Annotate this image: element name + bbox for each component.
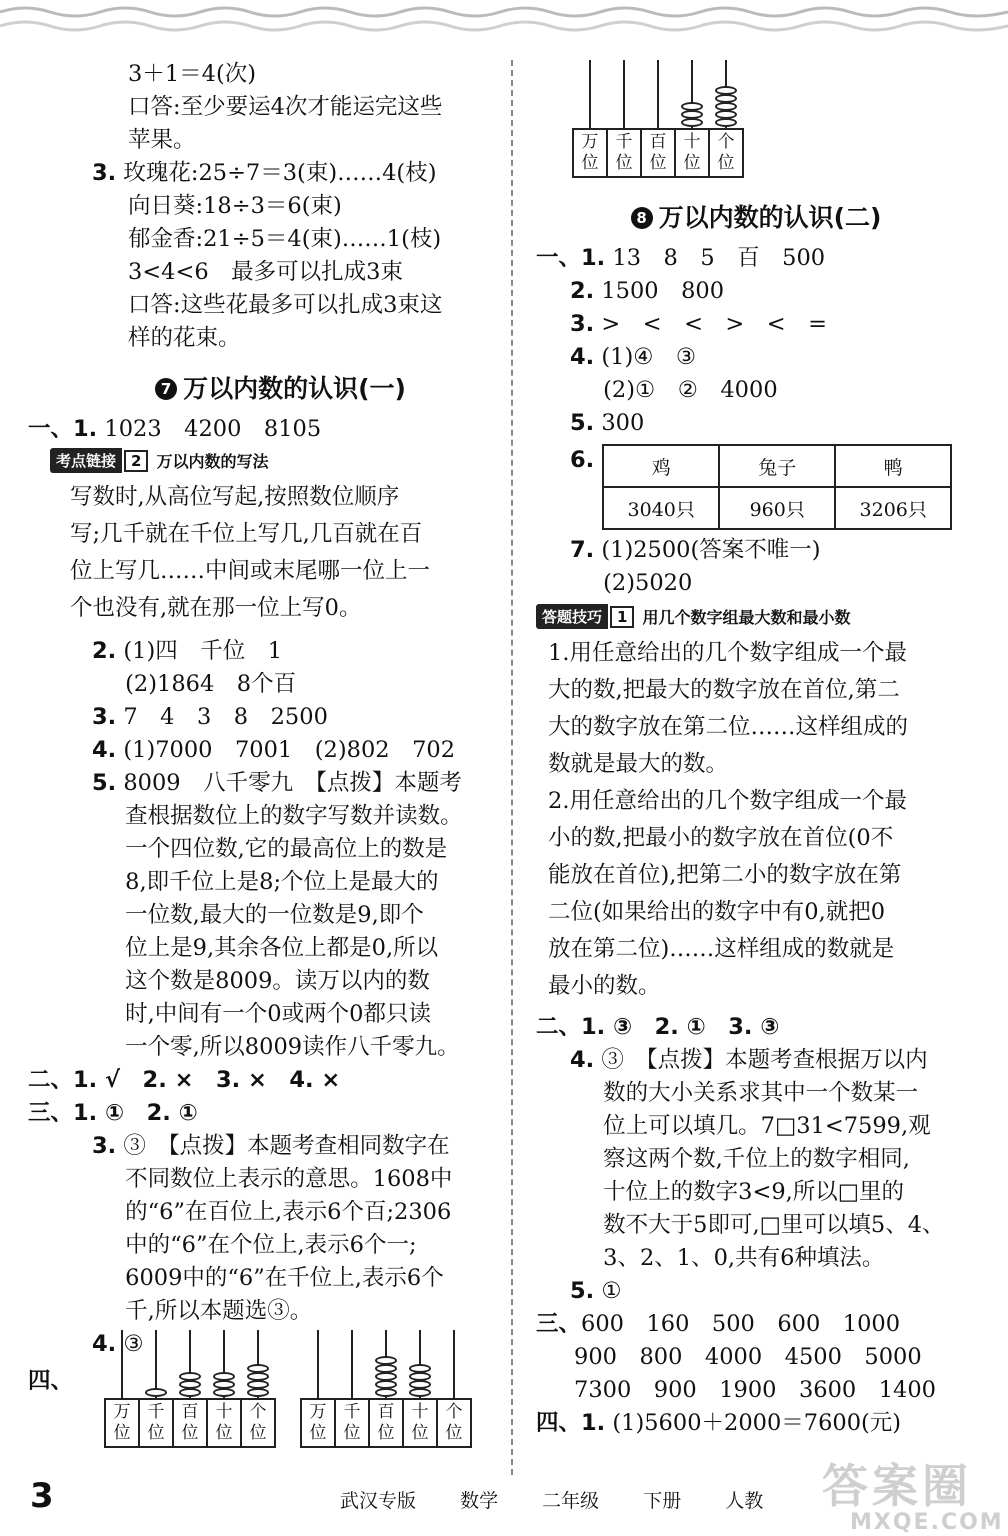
answer-line bbox=[536, 1209, 976, 1242]
watermark-logo bbox=[822, 1459, 1004, 1535]
place-label-top: 千 bbox=[343, 1402, 361, 1422]
tip-box-header bbox=[536, 604, 976, 629]
section-number-badge: 8 bbox=[631, 207, 653, 229]
answer-text: (2)5020 bbox=[603, 570, 693, 596]
answer-line bbox=[536, 407, 976, 440]
section-number-badge: 7 bbox=[155, 378, 177, 400]
answer-line bbox=[58, 701, 503, 734]
answer-text: 300 bbox=[601, 410, 645, 436]
place-label-top: 万 bbox=[309, 1402, 327, 1422]
answer-text: ① bbox=[601, 1278, 622, 1304]
place-label-top: 千 bbox=[147, 1402, 165, 1422]
place-value-label bbox=[174, 1400, 208, 1446]
place-label-bottom: 位 bbox=[113, 1423, 131, 1443]
place-value-labels bbox=[300, 1398, 472, 1448]
abacus-rod bbox=[657, 60, 659, 128]
question-number: 5. bbox=[570, 1278, 595, 1304]
tip-title: 万以内数的写法 bbox=[156, 452, 269, 471]
question-number: 5. bbox=[92, 770, 117, 796]
answer-text: 时,中间有一个0或两个0都只读 bbox=[125, 1001, 431, 1027]
answer-line: 向日葵:18÷3＝6(束) bbox=[128, 193, 342, 219]
place-label-bottom: 位 bbox=[649, 153, 667, 173]
abacus-bead bbox=[409, 1380, 431, 1389]
answer-line bbox=[58, 965, 503, 998]
animal-count-table bbox=[602, 444, 952, 530]
part2-question-4 bbox=[536, 1044, 976, 1275]
answer-text: 一个零,所以8009读作八千零九。 bbox=[125, 1034, 460, 1060]
answer-text: 这个数是8009。读万以内的数 bbox=[125, 968, 430, 994]
answer-line bbox=[58, 800, 503, 833]
place-value-label bbox=[370, 1400, 404, 1446]
question-number: 2. bbox=[92, 638, 117, 664]
question-number: 7. bbox=[570, 537, 595, 563]
answer-line bbox=[58, 1262, 503, 1295]
place-label-top: 万 bbox=[581, 132, 599, 152]
abacus-bead bbox=[715, 110, 737, 119]
tip-number: 1 bbox=[610, 606, 634, 628]
answer-text: 位上可以填几。7□31<7599,观 bbox=[603, 1113, 931, 1139]
tip-paragraph bbox=[58, 479, 503, 627]
answer-line bbox=[536, 1110, 976, 1143]
answer-line bbox=[58, 833, 503, 866]
place-label-top: 百 bbox=[181, 1402, 199, 1422]
place-value-label bbox=[336, 1400, 370, 1446]
abacus-bead bbox=[375, 1388, 397, 1397]
answer-text: 1. ③ 2. ① 3. ③ bbox=[581, 1014, 780, 1040]
tip-tag: 考点链接 bbox=[50, 448, 122, 473]
abacus-bead bbox=[179, 1380, 201, 1389]
abacus-rod bbox=[121, 1330, 123, 1398]
tip-title: 用几个数字组最大数和最小数 bbox=[642, 608, 851, 627]
answer-line bbox=[536, 1308, 976, 1341]
place-value-labels bbox=[572, 128, 744, 178]
place-value-label bbox=[140, 1400, 174, 1446]
tip-line: 1.用任意给出的几个数字组成一个最 bbox=[548, 640, 907, 666]
abacus-bead bbox=[375, 1372, 397, 1381]
table-header-chicken: 鸡 bbox=[603, 445, 719, 487]
place-label-bottom: 位 bbox=[683, 153, 701, 173]
abacus-rods bbox=[104, 1330, 276, 1398]
question-6 bbox=[536, 444, 976, 530]
question-number: 3. bbox=[92, 160, 117, 186]
place-label-bottom: 位 bbox=[147, 1423, 165, 1443]
part-prefix: 四、 bbox=[536, 1410, 582, 1436]
answer-text: 8,即千位上是8;个位上是最大的 bbox=[125, 869, 439, 895]
answer-text: (1)2500(答案不唯一) bbox=[601, 537, 821, 563]
part-prefix: 二、 bbox=[28, 1067, 74, 1093]
answer-text: 玫瑰花:25÷7＝3(束)……4(枝) bbox=[123, 160, 437, 186]
tip-line: 大的数,把最大的数字放在首位,第二 bbox=[548, 677, 900, 703]
answer-text: 十位上的数字3<9,所以□里的 bbox=[603, 1179, 905, 1205]
place-value-label bbox=[574, 130, 608, 176]
abacus-bead bbox=[179, 1388, 201, 1397]
place-value-label bbox=[608, 130, 642, 176]
answer-line: 3＋1＝4(次) bbox=[128, 61, 257, 87]
tip-line: 能放在首位),把第二小的数字放在第 bbox=[548, 862, 902, 888]
answer-text: ③ 【点拨】本题考查相同数字在 bbox=[123, 1133, 450, 1159]
abacus-bead bbox=[715, 86, 737, 95]
place-value-label bbox=[106, 1400, 140, 1446]
tip-line: 个也没有,就在那一位上写0。 bbox=[70, 595, 362, 621]
answer-text: 13 8 5 百 500 bbox=[612, 245, 826, 271]
question-number: 4. bbox=[570, 1047, 595, 1073]
place-label-bottom: 位 bbox=[249, 1423, 267, 1443]
place-value-labels bbox=[104, 1398, 276, 1448]
footer-info bbox=[340, 1486, 785, 1513]
abacus-bead bbox=[409, 1364, 431, 1373]
answer-text: 1. ① 2. ① bbox=[73, 1100, 198, 1126]
tip-line: 位上写几……中间或末尾哪一位上一 bbox=[70, 558, 431, 584]
abacus-rod bbox=[589, 60, 591, 128]
question-number: 4. bbox=[92, 1331, 117, 1357]
abacus-rod bbox=[351, 1330, 353, 1398]
tip-tag: 答题技巧 bbox=[536, 604, 608, 629]
part-prefix: 三、 bbox=[536, 1311, 582, 1337]
abacus-bead bbox=[681, 118, 703, 127]
tip-line: 二位(如果给出的数字中有0,就把0 bbox=[548, 899, 886, 925]
abacus-rod bbox=[317, 1330, 319, 1398]
abacus-bead bbox=[247, 1364, 269, 1373]
answer-text: 千,所以本题选③。 bbox=[125, 1298, 313, 1324]
part-2-answers bbox=[536, 1011, 976, 1044]
answer-line: 样的花束。 bbox=[128, 325, 241, 351]
answer-text: 900 800 4000 4500 5000 bbox=[574, 1344, 922, 1370]
page-number: 3 bbox=[30, 1476, 54, 1516]
question-number: 1. bbox=[581, 1410, 606, 1436]
place-label-bottom: 位 bbox=[411, 1423, 429, 1443]
answer-text: 600 160 500 600 1000 bbox=[581, 1311, 901, 1337]
abacus-bead bbox=[213, 1372, 235, 1381]
abacus-top bbox=[572, 60, 744, 178]
question-number: 1. bbox=[73, 416, 98, 442]
answer-text: 6009中的“6”在千位上,表示6个 bbox=[125, 1265, 444, 1291]
answer-text: > < < > < = bbox=[601, 311, 827, 337]
answer-line: 苹果。 bbox=[128, 127, 196, 153]
part2-question-5 bbox=[536, 1275, 976, 1308]
part-3-answers bbox=[536, 1308, 976, 1407]
answer-line bbox=[58, 668, 503, 701]
place-label-bottom: 位 bbox=[343, 1423, 361, 1443]
answer-line bbox=[536, 1176, 976, 1209]
watermark-main: 答案圈 bbox=[822, 1459, 972, 1513]
answer-text: (2)1864 8个百 bbox=[125, 671, 297, 697]
answer-text: (1)7000 7001 (2)802 702 bbox=[123, 737, 456, 763]
tip-line: 写数时,从高位写起,按照数位顺序 bbox=[70, 484, 400, 510]
place-value-label bbox=[642, 130, 676, 176]
answer-line bbox=[58, 635, 503, 668]
section-title-text: 万以内数的认识(二) bbox=[658, 203, 882, 232]
answer-line bbox=[536, 275, 976, 308]
part-prefix: 一、 bbox=[536, 245, 582, 271]
part-prefix: 三、 bbox=[28, 1100, 74, 1126]
abacus-left-2 bbox=[300, 1330, 472, 1448]
left-column bbox=[28, 58, 503, 1398]
question-number: 3. bbox=[570, 311, 595, 337]
answer-text: 察这两个数,千位上的数字相同, bbox=[603, 1146, 910, 1172]
abacus-bead bbox=[247, 1380, 269, 1389]
abacus-bead bbox=[179, 1372, 201, 1381]
table-cell: 960只 bbox=[719, 487, 835, 529]
answer-line bbox=[536, 308, 976, 341]
table-header-duck: 鸭 bbox=[835, 445, 951, 487]
question-number: 2. bbox=[570, 278, 595, 304]
answer-line bbox=[58, 1130, 503, 1163]
place-label-top: 十 bbox=[215, 1402, 233, 1422]
section-title-7 bbox=[58, 369, 503, 405]
abacus-bead bbox=[375, 1356, 397, 1365]
answer-line bbox=[58, 1163, 503, 1196]
question-number: 4. bbox=[92, 737, 117, 763]
abacus-bead bbox=[409, 1372, 431, 1381]
abacus-left-1 bbox=[104, 1330, 276, 1448]
question-number: 3. bbox=[92, 704, 117, 730]
table-cell: 3040只 bbox=[603, 487, 719, 529]
answer-line bbox=[58, 899, 503, 932]
place-label-bottom: 位 bbox=[215, 1423, 233, 1443]
place-value-label bbox=[710, 130, 742, 176]
footer-item: 二年级 bbox=[542, 1490, 600, 1512]
answer-text: ③ bbox=[123, 1331, 144, 1357]
place-label-bottom: 位 bbox=[445, 1423, 463, 1443]
watermark-sub: MXQE.COM bbox=[850, 1510, 1004, 1535]
answer-line bbox=[58, 1295, 503, 1328]
place-label-bottom: 位 bbox=[615, 153, 633, 173]
answer-line bbox=[536, 567, 976, 600]
part-4-prefix: 四、 bbox=[28, 1368, 74, 1394]
section8-answers bbox=[536, 242, 976, 440]
part-4-question-1 bbox=[536, 1407, 976, 1440]
abacus-rods bbox=[300, 1330, 472, 1398]
answer-line bbox=[536, 1341, 976, 1374]
tip-line: 2.用任意给出的几个数字组成一个最 bbox=[548, 788, 907, 814]
abacus-bead bbox=[375, 1380, 397, 1389]
section-title-8 bbox=[536, 198, 976, 234]
place-label-top: 十 bbox=[411, 1402, 429, 1422]
part-prefix: 二、 bbox=[536, 1014, 582, 1040]
part-3-answers bbox=[28, 1097, 503, 1130]
place-label-top: 万 bbox=[113, 1402, 131, 1422]
abacus-bead bbox=[247, 1388, 269, 1397]
abacus-bead bbox=[681, 102, 703, 111]
answer-line bbox=[58, 998, 503, 1031]
place-label-bottom: 位 bbox=[181, 1423, 199, 1443]
answer-text: 位上是9,其余各位上都是0,所以 bbox=[125, 935, 439, 961]
part-prefix: 一、 bbox=[28, 416, 74, 442]
place-label-bottom: 位 bbox=[377, 1423, 395, 1443]
answer-line bbox=[58, 767, 503, 800]
answer-text: ③ 【点拨】本题考查根据万以内 bbox=[601, 1047, 928, 1073]
footer-item: 武汉专版 bbox=[340, 1490, 417, 1512]
abacus-bead bbox=[681, 110, 703, 119]
place-label-bottom: 位 bbox=[581, 153, 599, 173]
table-cell: 3206只 bbox=[835, 487, 951, 529]
question-1 bbox=[28, 413, 503, 446]
place-label-top: 百 bbox=[377, 1402, 395, 1422]
table-header-rabbit: 兔子 bbox=[719, 445, 835, 487]
place-value-label bbox=[676, 130, 710, 176]
answer-line bbox=[58, 932, 503, 965]
place-label-bottom: 位 bbox=[717, 153, 735, 173]
tip-line: 写;几千就在千位上写几,几百就在百 bbox=[70, 521, 423, 547]
answer-text: (1)④ ③ bbox=[601, 344, 697, 370]
answer-text: (1)5600＋2000＝7600(元) bbox=[612, 1410, 902, 1436]
answer-text: 7300 900 1900 3600 1400 bbox=[574, 1377, 936, 1403]
abacus-bead bbox=[409, 1388, 431, 1397]
question-number: 5. bbox=[570, 410, 595, 436]
answer-text: 一位数,最大的一位数是9,即个 bbox=[125, 902, 424, 928]
abacus-bead bbox=[247, 1372, 269, 1381]
abacus-bead bbox=[715, 102, 737, 111]
answer-line bbox=[536, 1143, 976, 1176]
answer-line bbox=[502, 242, 976, 275]
question-number: 4. bbox=[570, 344, 595, 370]
tip-line: 数就是最大的数。 bbox=[548, 751, 729, 777]
answer-text: 不同数位上表示的意思。1608中 bbox=[125, 1166, 453, 1192]
place-value-label bbox=[242, 1400, 274, 1446]
tip-box-header bbox=[50, 448, 503, 473]
abacus-bead bbox=[145, 1388, 167, 1397]
right-column bbox=[536, 198, 976, 1440]
place-label-bottom: 位 bbox=[309, 1423, 327, 1443]
answer-text: (1)四 千位 1 bbox=[123, 638, 283, 664]
place-label-top: 十 bbox=[683, 132, 701, 152]
answer-line bbox=[536, 374, 976, 407]
place-value-label bbox=[208, 1400, 242, 1446]
part3-question-3 bbox=[58, 1130, 503, 1328]
place-label-top: 个 bbox=[445, 1402, 463, 1422]
answer-line bbox=[536, 1044, 976, 1077]
tip-line: 最小的数。 bbox=[548, 973, 661, 999]
footer-item: 人教 bbox=[725, 1490, 764, 1512]
place-label-top: 个 bbox=[249, 1402, 267, 1422]
answer-line bbox=[58, 1229, 503, 1262]
answer-line bbox=[536, 1242, 976, 1275]
answer-line: 口答:这些花最多可以扎成3束这 bbox=[128, 292, 443, 318]
answer-line bbox=[536, 1374, 976, 1407]
answer-line bbox=[536, 1077, 976, 1110]
answer-line: 郁金香:21÷5＝4(束)……1(枝) bbox=[128, 226, 442, 252]
tip-line: 小的数,把最小的数字放在首位(0不 bbox=[548, 825, 894, 851]
answer-line: 3<4<6 最多可以扎成3束 bbox=[128, 259, 403, 285]
place-label-top: 千 bbox=[615, 132, 633, 152]
answer-text: 1500 800 bbox=[601, 278, 725, 304]
abacus-rod bbox=[623, 60, 625, 128]
tip-line: 放在第二位)……这样组成的数就是 bbox=[548, 936, 895, 962]
answer-line bbox=[536, 534, 976, 567]
answer-text: (2)① ② 4000 bbox=[603, 377, 778, 403]
answer-line bbox=[58, 1031, 503, 1064]
question-number: 6. bbox=[570, 447, 595, 473]
abacus-rods bbox=[572, 60, 744, 128]
answer-text: 数不大于5即可,□里可以填5、4、 bbox=[603, 1212, 945, 1238]
tip-number: 2 bbox=[124, 450, 148, 472]
answer-line: 口答:至少要运4次才能运完这些 bbox=[128, 94, 443, 120]
abacus-bead bbox=[213, 1380, 235, 1389]
answer-text: 3、2、1、0,共有6种填法。 bbox=[603, 1245, 885, 1271]
place-value-label bbox=[404, 1400, 438, 1446]
abacus-bead bbox=[213, 1388, 235, 1397]
question-number: 3. bbox=[92, 1133, 117, 1159]
answer-text: 中的“6”在个位上,表示6个一; bbox=[125, 1232, 417, 1258]
answer-line bbox=[58, 734, 503, 767]
abacus-bead bbox=[715, 94, 737, 103]
top-wave-border bbox=[0, 0, 1008, 48]
answer-line bbox=[536, 341, 976, 374]
footer-item: 数学 bbox=[460, 1490, 499, 1512]
footer-item: 下册 bbox=[643, 1490, 682, 1512]
place-value-label bbox=[438, 1400, 470, 1446]
answer-text: 7 4 3 8 2500 bbox=[123, 704, 328, 730]
abacus-bead bbox=[715, 118, 737, 127]
section-title-text: 万以内数的认识(一) bbox=[183, 374, 406, 403]
tip-paragraph bbox=[536, 635, 976, 1005]
place-label-top: 百 bbox=[649, 132, 667, 152]
answer-text: 1. √ 2. × 3. × 4. × bbox=[73, 1067, 341, 1093]
question-7 bbox=[536, 534, 976, 600]
place-value-label bbox=[302, 1400, 336, 1446]
answer-line bbox=[58, 866, 503, 899]
place-label-top: 个 bbox=[717, 132, 735, 152]
answer-text: 一个四位数,它的最高位上的数是 bbox=[125, 836, 448, 862]
question-3 bbox=[58, 157, 503, 190]
part-2-answers bbox=[28, 1064, 503, 1097]
abacus-rod bbox=[453, 1330, 455, 1398]
answer-text: 查根据数位上的数字写数并读数。 bbox=[125, 803, 463, 829]
answer-text: 的“6”在百位上,表示6个百;2306 bbox=[125, 1199, 452, 1225]
answer-text: 1023 4200 8105 bbox=[104, 416, 322, 442]
abacus-bead bbox=[375, 1364, 397, 1373]
answer-text: 数的大小关系求其中一个数某一 bbox=[603, 1080, 919, 1106]
tip-line: 大的数字放在第二位……这样组成的 bbox=[548, 714, 909, 740]
question-number: 1. bbox=[581, 245, 606, 271]
section7-answers bbox=[58, 635, 503, 1064]
answer-text: 8009 八千零九 【点拨】本题考 bbox=[123, 770, 462, 796]
answer-line bbox=[58, 1196, 503, 1229]
